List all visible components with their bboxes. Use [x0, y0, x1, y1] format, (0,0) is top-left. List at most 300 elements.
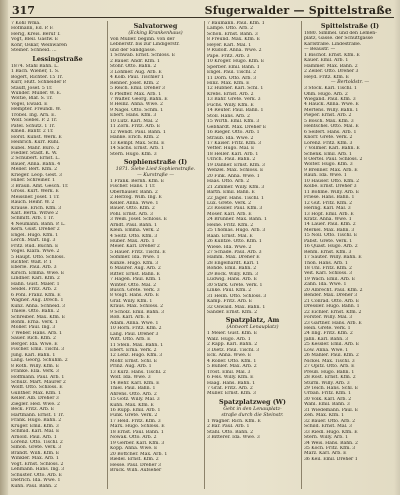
resident-entry: Sturm. Willy. Arb. 3 — [304, 380, 350, 386]
street-heading: Spatzplatzweg (W) — [219, 397, 286, 406]
resident-entry: 16 Quast. Hugo. Arb. 2 — [304, 244, 358, 250]
resident-entry: Schuster. Otto. Arb. E — [11, 472, 62, 478]
resident-entry: Wolff. Otto. Schloss. E — [11, 385, 63, 391]
resident-entry: Ahrens. Otto. Arb. 2 — [110, 391, 157, 397]
resident-entry: Jung. Karl. Bahn. 1 — [11, 352, 56, 358]
resident-entry: Kopp. Anna. Wwe. E — [110, 446, 158, 452]
resident-entry: 4 Kolb. Paul. Tischler 1 — [110, 75, 164, 81]
resident-entry: 6 Pfeiffer. Max. Arb. 1 — [110, 91, 162, 97]
resident-entry: Renner. Josef. Kfm. 2 — [110, 80, 159, 86]
resident-entry: 1880. Simmel. und den Lemen- — [304, 31, 377, 36]
resident-entry: 36 Keil. Emil. Dreher 1 — [304, 456, 358, 462]
resident-entry: Rauch. Heinr. W. 2 — [11, 200, 55, 206]
resident-entry: Müller. Ernst. Kfm. 3 — [207, 391, 256, 397]
resident-entry: 4 Roller. Otto. Kfm. 1 — [207, 358, 257, 364]
resident-entry: Schmitt. Arb. 1 Tr. — [11, 216, 55, 222]
resident-entry: Seidel. Fritz. Arb. 2 — [11, 287, 57, 293]
column-divider — [107, 21, 108, 489]
resident-entry: 28 Engelhardt. Karl. 1 — [207, 260, 260, 266]
resident-entry: Lorenz. Otto. Tischl. 2 — [11, 439, 63, 445]
resident-entry: 1 Schwab. Ernst. Schloss. E — [110, 53, 176, 59]
resident-entry: Pape. Fritz. Arb. 3 — [207, 53, 250, 59]
resident-entry: Kühn. Max. Kfm. E — [110, 402, 154, 408]
running-head: Sfugerwalder — Spittelstraße — [204, 4, 392, 17]
resident-entry: 21 Zimmer. Willy. Kfm. 3 — [207, 184, 265, 190]
resident-entry: 8 Voigt. Hans. Arb. E — [110, 293, 159, 299]
resident-entry: 5 Haupt. Otto. Schloss. — [11, 254, 65, 260]
resident-entry: Wolf. Siebel. P. 2 Tr. — [11, 118, 58, 124]
resident-entry: 1874. Stahl Bahn. L. — [11, 63, 59, 69]
resident-entry: 14 Reuter. Paul. Bahn. 1 — [207, 108, 264, 114]
resident-entry: Lux. Grete. Verk. 2 — [207, 200, 252, 206]
resident-entry: 30 Stark. Grete. Verk. 1 — [207, 282, 263, 288]
resident-entry: Hering. Karl. Mal. 3 — [304, 206, 351, 212]
resident-entry: — Beaustr. — — [304, 47, 336, 53]
resident-entry: 3 Dietz. Paul. Tischl. 3 — [207, 347, 260, 353]
resident-entry: 27 Schade. Paul. Arb. 3 — [207, 250, 262, 256]
resident-entry: Herig, Kreis. Beruf T. — [11, 31, 61, 37]
resident-entry: Thiel. Paul. Bahn. 1 — [110, 386, 156, 392]
resident-entry: Pieper. Ernst. Arb. 2 — [304, 113, 352, 119]
resident-entry: Pätel. Schütz. 1 Tr. — [11, 123, 55, 129]
page-number: 317 — [12, 4, 35, 17]
street-heading: Spatzplatz, Am — [225, 316, 280, 325]
resident-entry: Meissner. Josef. 1 Tr. — [11, 194, 60, 200]
resident-entry: Bender. Max. Dreher 3 — [304, 293, 358, 299]
resident-entry: Marz. Karl. Arb. E — [304, 451, 347, 457]
resident-entry: Zahn. Ida. Wwe. 1 — [304, 282, 347, 288]
resident-entry: 22 Jäger. Hans. Tischl. 1 — [207, 195, 264, 201]
resident-entry: Hiller. Schreiner. 1 — [11, 178, 56, 184]
resident-entry: Löw. Anna. Wwe. 1 — [304, 347, 349, 353]
resident-entry: 17 Held. Fritz. Kfm. 3 — [110, 418, 161, 424]
resident-entry: Frank. Hugo. Bahn. 2 — [11, 418, 62, 424]
resident-entry: Schreiber. Max. Kfm. E — [11, 314, 66, 320]
resident-entry: Wiese. Ida. Wwe. 2 — [207, 244, 252, 250]
resident-entry: Meller. Bert. Kfm. 2 — [11, 167, 58, 173]
resident-entry: 24 Illig. Fritz. Kfm. 2 — [304, 331, 353, 337]
resident-entry: Kmell. Bantr. 2 Tr. — [11, 129, 54, 135]
column-3 — [207, 21, 298, 491]
resident-entry: 10 Hauser. Otto. Kfm. 2 — [304, 178, 360, 184]
resident-entry: 10 Lutz. Karl. Mal. 2 — [110, 118, 159, 124]
resident-entry: 7 Walter. Georg. Bahn. E — [110, 96, 168, 102]
resident-entry: 18 Heller. Karl. Arb. 1 — [207, 151, 259, 157]
street-note: 1871. Siehe Lied Sophienstraße. — [115, 166, 196, 172]
resident-entry: Witt. Otto. Arb. E — [110, 337, 151, 343]
resident-entry: 11 Dorn. Otto. Arb. 3 — [207, 75, 257, 81]
resident-entry: 2 Bär. Paul. Arb. 1 — [207, 424, 250, 430]
resident-entry: 25 Kessler. Emil. Arb. E — [304, 342, 360, 348]
resident-entry: Steiner. Schneid. ... — [11, 48, 57, 54]
resident-entry: 17 Kaiser. Fritz. Kfm. 3 — [207, 140, 262, 146]
resident-entry: 5 Bosch. Max. Kfm. 3 — [304, 118, 354, 124]
resident-entry: Dietrich. Ida. Wwe. 1 — [11, 478, 61, 484]
resident-entry: Fritz. Rud. Buchh. E — [11, 243, 59, 249]
resident-entry: Berger. Ida. Wwe. E — [11, 341, 58, 347]
resident-entry: Wolter. Hugo. Kfm. 3 — [304, 162, 353, 168]
street-heading: Salvatorweg — [133, 22, 178, 30]
resident-entry: Wenzel. Max. Schloss. E — [207, 168, 264, 174]
resident-entry: Stoll. Hans. Arb. 2 — [207, 113, 250, 119]
resident-entry: 13 Kurz. Hans. Tischl. 2 — [110, 369, 166, 375]
resident-entry: Walz. Hugo. Arb. 1 — [207, 336, 251, 342]
column-divider — [301, 21, 302, 489]
resident-entry: Schenk. Emil. Arb. 1 — [304, 151, 352, 157]
resident-entry: Sauer. Rich. Kfm. 2 — [11, 336, 56, 342]
resident-entry: Arnold. Paul. Arb. 1 — [11, 434, 57, 440]
resident-entry: 2 Herzog. Wilh. Ing. E — [110, 195, 162, 201]
resident-entry: 8 Freund. Max. Kfm. E — [207, 37, 260, 43]
resident-entry: 21 Conrad. Otto. Arb. E — [304, 298, 360, 304]
resident-entry: Hamm. Max. Dreher E — [207, 255, 260, 261]
resident-entry: Wagner. Aug. Drech. 1 — [11, 298, 64, 304]
street-heading: Lessingstraße — [32, 54, 83, 63]
resident-entry: 7 Kohl Wma. — [11, 21, 41, 26]
resident-entry: Kurr, Hütt. Schneider P. — [11, 80, 67, 86]
resident-entry: 5 Hauer. Fritz. Tischl. E — [110, 249, 166, 255]
resident-entry: Karlstraße. Lindestraße. — [304, 41, 362, 47]
resident-entry: 9 Nagel. Otto. Schm. 1 — [110, 107, 164, 113]
resident-entry: 10 Horn. Fritz. Kfm. 2 — [110, 326, 162, 332]
resident-entry: Urban. Fritz. Kfm. 1 — [304, 391, 351, 397]
resident-entry: 12 Gut. Fritz. Kfm. 2 — [304, 200, 353, 206]
resident-entry: 2 Zeller. Otto. Dreher 3 — [304, 69, 359, 75]
street-note: straße durch die Steinstr. — [221, 412, 284, 418]
resident-entry: 12 Lenz. Hugo. Kfm. 3 — [110, 353, 163, 359]
resident-entry: Gebhardt. Max. Dreher E — [207, 124, 267, 130]
resident-entry: Kübel. Mahr. Büro. 2 — [11, 145, 60, 151]
resident-entry: Preuß. Hugo. Bahn. 1 — [304, 369, 355, 375]
resident-entry: Hartmann. Ernst. 1 Tr. — [11, 412, 64, 418]
resident-entry: Hempter. Freundl. W. — [11, 107, 61, 113]
resident-entry: Klein. Emma. Verk. 2 — [110, 228, 160, 234]
street-note: (Ecking Krankenhaus) — [128, 31, 183, 36]
resident-entry: Ebert. Erna. Verk. 2 — [110, 348, 157, 354]
resident-entry: 15 Götz. Willy. Mal. 3 — [110, 397, 160, 403]
resident-entry: 1 Meier. Gust. Kfm. E — [207, 331, 258, 337]
resident-entry: 8 Oertel. Paul. Schloss. 2 — [304, 156, 363, 162]
resident-entry: 27 Opitz. Otto. Arb. E — [304, 364, 355, 370]
resident-entry: 13 Kempf. Max. Schl. E — [110, 140, 165, 146]
resident-entry: 11 Stein. Max. Bahn. 1 — [110, 342, 164, 348]
resident-entry: Günther. Max. Kfm. 1 — [11, 390, 62, 396]
resident-entry: Lang. Georg. Schuhm. 2 — [11, 358, 68, 364]
resident-entry: Richter. Walt. P. 1 — [11, 260, 52, 266]
resident-entry: Straub. Ida. Wwe. 2 — [207, 135, 254, 141]
resident-entry: 2 Schubert. Ernst. L. — [11, 156, 60, 162]
resident-entry: 9 Scholz. Emil. Bahn. 3 — [110, 309, 165, 315]
resident-entry: 11 Böhme. Willy. Arb. E — [304, 189, 360, 195]
resident-entry: 25 Thomas. Hugo. Arb. 3 — [207, 228, 266, 234]
resident-entry: Zeh. Max. Kfm. 1 — [304, 413, 345, 419]
resident-entry: Hammer. Max. Bahn. 2 — [304, 63, 358, 69]
resident-entry: Vetter. Hugo. Mal. E — [207, 146, 255, 152]
resident-entry: Bauer, Anna. Bahn. 4 — [11, 161, 61, 167]
resident-entry: Moser. Karl. Arb. E — [207, 211, 252, 217]
resident-entry: 15 Wirth. Emil. Kfm. 3 — [207, 119, 260, 125]
resident-entry: 20 Albrecht. Paul. Kfm. 2 — [304, 287, 363, 293]
resident-entry: 3 Stock. Karl. Tischl. 1 — [304, 86, 357, 92]
resident-entry: Kraus. Max. Schloss. 2 — [110, 304, 164, 310]
resident-entry: Lorenz. Fritz. Kfm. 3 — [304, 140, 353, 146]
street-heading: Sophienstraße (I) — [123, 157, 188, 166]
resident-entry: Heine. Fritz. Kfm. 2 — [207, 222, 254, 228]
resident-entry: Pabst. Grete. Verk. 1 — [304, 238, 353, 244]
resident-entry: 7 Graf. Fritz. Arb. 2 — [207, 386, 253, 391]
resident-entry: Linke. Paul. Kfm. 2 — [207, 288, 252, 294]
resident-entry: Engel. Paul. Tischl. 2 — [207, 70, 257, 76]
resident-entry: 5 Bühler. Max. Arb. 2 — [207, 364, 257, 370]
resident-entry: Wiegand. Paul. Kfm. 3 — [304, 96, 356, 102]
column-1 — [11, 21, 104, 491]
resident-entry: Von Müller. beginn. von der — [110, 37, 175, 42]
resident-entry: Riedel. Ernst. Kfm. 2 — [110, 457, 159, 463]
resident-entry: Stern. Willy. Arb. 1 — [304, 435, 349, 441]
resident-entry: Mertens. Willy. Bahn. 1 — [304, 107, 359, 113]
resident-entry: 6 Pohl. Franz. Kfm. E — [11, 292, 61, 298]
resident-entry: 23 Rössler. Paul. Kfm. 3 — [207, 206, 263, 212]
resident-entry: 19 Gerber. Karl. Kfm. 3 — [110, 440, 165, 446]
resident-entry: Fischer. Emil. Tischl. 3 — [11, 347, 65, 353]
resident-entry: Funk. Grete. Verk. 2 — [110, 413, 158, 419]
resident-entry: 2 Bauer. Andr. Kfm. 1 — [110, 58, 160, 64]
resident-entry: Schild. Ernst. Mal. 3 — [304, 424, 352, 430]
resident-entry: Krause. Erich. Kfm. 3 — [11, 205, 62, 211]
resident-entry: 12 Wendt. Paul. Bahn. 1 — [110, 129, 166, 135]
resident-entry: Vogel. Klara. Wwe. 2 — [11, 249, 60, 255]
resident-entry: 4 Seitz. Otto. Kfm. 3 — [110, 233, 158, 239]
resident-entry: 19 Danner. Ernst. Kfm. 3 — [207, 162, 265, 168]
resident-entry: Veit. Karl. Schloss. 3 — [304, 271, 353, 277]
resident-entry: Kuhn. Paul. Bahn. 2 — [11, 483, 57, 489]
resident-entry: 5 Reich. Emil. Dreher 3 — [110, 86, 165, 92]
resident-entry: 7 Weber. Hans. Arb. 1 — [11, 330, 62, 336]
resident-entry: und der Sandgasse. — [110, 47, 156, 53]
resident-entry: Kauer. Emil. Arb. 1 — [304, 58, 349, 64]
resident-entry: 1 Bach. Wiener, 1. S. — [11, 69, 60, 75]
street-note: Geht in den Lenauplatz- — [223, 406, 282, 412]
resident-entry: Stauff, Josef. 5 Tr. — [11, 85, 53, 91]
resident-entry: 18 Uhl. Fritz. Kfm. 2 — [304, 266, 352, 272]
resident-entry: Lebnerstr. bis zur Lindigerstr. — [110, 42, 180, 48]
resident-entry: Horst. Kunst. Werk. E — [11, 134, 62, 140]
resident-entry: 18 Ernst. Paul. Bahn. 1 — [110, 429, 164, 435]
resident-entry: Thon. Hans. Arb. 1 — [304, 260, 348, 266]
resident-entry: 29 Teich. Hans. Schl. E — [304, 386, 359, 391]
resident-entry: Huber. Max. Arb. 1 — [110, 238, 155, 244]
resident-entry: 16 Rupp. Emil. Arb. 1 — [110, 408, 161, 413]
resident-entry: 34 Weis. Hans. Bahn. 2 — [304, 440, 358, 446]
resident-entry: Hein. Grete. Verk. 1 — [304, 326, 351, 332]
resident-entry: Hinz. Max. Kfm. E — [207, 80, 250, 86]
resident-entry: Graf. Willy. Kfm. 1 — [110, 298, 153, 304]
resident-entry: Oberhauser. Bahn. 2 — [110, 189, 158, 195]
column-divider — [204, 21, 205, 489]
resident-entry: Bauer. Otto. Kfm. 2 — [110, 206, 155, 212]
resident-entry: Mohr. Ernst. Schl. E — [110, 358, 158, 364]
resident-entry: 16 Rieger. Otto. Arb. 1 — [207, 130, 260, 136]
resident-entry: Haas. Otto. Arb. 2 — [207, 179, 250, 185]
resident-entry: 4 Neumann. Bahn. P. L. — [11, 221, 66, 227]
resident-entry: Haag. Hans. Bahn. 1 — [207, 380, 256, 386]
resident-entry: Ziegler. Hed. Wwe. 2 — [11, 401, 60, 407]
resident-entry: 14 Behr. Karl. Kfm. E — [110, 380, 160, 386]
resident-entry: Merkel. Max. Bahn. 3 — [304, 227, 355, 233]
resident-entry: 8 Heinz. Anna. Wwe. 2 — [110, 102, 163, 108]
book-gutter — [0, 0, 8, 495]
resident-entry: Schulz. Mart. Maurer 2 — [11, 380, 66, 385]
resident-entry: 33 Riedl. Hugo. Kfm. E — [304, 429, 358, 435]
resident-entry: 31 Wiedemann. Paul. E — [304, 407, 359, 413]
resident-entry: Fischer. Hans. 1 Tr. — [110, 184, 156, 190]
resident-entry: Barth. Emil. Bahn. E — [207, 190, 255, 196]
resident-entry: 11 Zorn. Fritz. Arb. E — [110, 124, 161, 130]
resident-entry: Böhm. Erna. Verk. 1 — [11, 320, 58, 326]
resident-entry: Lehmann. Hans. Ing. 3 — [11, 467, 65, 473]
resident-entry: 12 Hübner. Karl. Schl. 1 — [207, 86, 264, 92]
resident-entry: Ludwig. Hans. Arb. E — [207, 277, 257, 283]
resident-entry: Sommer. Ida. Wwe. 1 — [110, 255, 160, 261]
resident-entry: Heinrich. Kurr. Ruhl. — [11, 140, 60, 146]
resident-entry: 20 Böttcher. Max. Arb. 1 — [110, 451, 168, 457]
resident-entry: Hentschel. Otto. Mal. E — [304, 124, 359, 130]
resident-entry: Hoffmann. Paul. Arb. 1 — [11, 374, 65, 380]
resident-entry: Rohde. Emil. Bahn. 2 — [207, 266, 257, 272]
resident-entry: 10 Kröger. Hugo. Kfm. E — [207, 59, 265, 65]
resident-entry: 30 Volk. Karl. Arb. 2 — [304, 396, 352, 402]
resident-entry: Heyd. Fritz. Kfm. E — [304, 74, 349, 80]
resident-entry: Franke. Ella. Verk. 3 — [11, 369, 59, 375]
resident-entry: 24 Brunner. Max. Bahn. 1 — [207, 217, 267, 223]
resident-entry: 9 Brenner. Max. Arb. E — [304, 167, 358, 173]
resident-entry: Winter. Otto. Mal. 2 — [110, 282, 157, 288]
resident-entry: 35 Koch. Fritz. Kfm. 3 — [304, 445, 356, 451]
resident-entry: 3 Braun. Amt. Gesch. Tr. — [11, 183, 69, 189]
resident-entry: Meier. Karl. Dreher 2 — [110, 244, 160, 250]
resident-entry: Woltie, Blaf. S. Tr. — [11, 96, 53, 102]
resident-entry: Arndt. Paul. Bahn. 1 — [110, 222, 158, 228]
resident-entry: Kratz. Anna. Wwe. 1 — [304, 216, 352, 222]
resident-entry: Eck. Anna. Wwe. E — [207, 353, 252, 359]
resident-entry: 13 Bahr. Grete. Verk. 3 — [207, 97, 261, 103]
resident-entry: Vogt, Bleil. Gastw. E — [11, 37, 59, 43]
resident-entry: Ebert. Hans. Kfm. 3 — [110, 113, 157, 119]
resident-entry: Fiedler. Stadt. K. W. — [11, 150, 58, 156]
resident-entry: 1 Bischof. Ernst. Kfm. E — [304, 52, 360, 58]
resident-entry: Gross. Kurt. Werk. E — [11, 189, 59, 195]
resident-entry: Marx. Hugo. Schloss. E — [110, 424, 165, 430]
resident-entry: Sander. Ernst. Kfm. 2 — [207, 310, 258, 316]
street-note: — Bertoldstr. — — [330, 80, 370, 86]
resident-entry: 7 Baumann. Paul. Kfm. 1 — [207, 21, 265, 26]
resident-entry: Adam. Anna. Wwe. 1 — [110, 320, 159, 326]
page-edge-shadow — [394, 0, 400, 495]
resident-entry: Kunze. Hugo. Kfm. 3 — [110, 260, 159, 266]
resident-entry: Ohm. Hugo. Arb. 2 — [304, 91, 348, 97]
resident-entry: Möller. Paul. Ing. 3 — [11, 325, 56, 331]
resident-entry: Nickel. Max. Tischl. 3 — [304, 358, 355, 364]
resident-entry: 32 Bauer. Otto. Arb. 2 — [304, 418, 356, 424]
resident-entry: Kirsch. Emma. Wwe. E — [11, 270, 65, 276]
resident-entry: Kern. Gust. Dreher 2 — [11, 227, 60, 233]
resident-entry: Nowak. Otto. Arb. 2 — [110, 435, 157, 441]
resident-entry: 22 Eichler. Ernst. Kfm. 2 — [304, 309, 362, 315]
column-2 — [110, 21, 201, 491]
resident-entry: Hanke. Erich. Kfm. 2 — [110, 135, 159, 141]
resident-entry: Hofmann, Ed. P. F. — [11, 26, 54, 32]
resident-entry: Wahl. Emil. Bahn. 3 — [304, 402, 350, 408]
resident-entry: Krüger. Emil. Kfm. 3 — [11, 423, 59, 429]
resident-entry: Busch. Grete. Verk. 3 — [110, 288, 160, 294]
resident-entry: Ritter. Ernst. Bahn. E — [110, 271, 160, 277]
resident-entry: 26 Mahler. Paul. Kfm. 2 — [304, 353, 359, 359]
resident-entry: Kamp. Fritz. Arb. E — [207, 299, 253, 305]
resident-entry: Thiele. Otto. Bahn. 2 — [11, 309, 60, 315]
resident-entry: 2 Rapp. Karl. Bahn. 2 — [207, 342, 258, 348]
resident-entry: 26 Kuntze. Otto. Kfm. 1 — [207, 239, 262, 245]
resident-entry: 32 Oswald. Max. Bahn. 1 — [207, 304, 266, 310]
resident-entry: Rauh. Ida. Wwe. 1 — [304, 173, 347, 179]
resident-entry: 6 Seifert. Hans. Arb. 1 — [304, 129, 357, 135]
resident-entry: 3 Weiß. Josef. Schloss. E — [110, 217, 167, 223]
resident-entry: Lindner. Karl. Kfm. 2 — [11, 276, 60, 282]
resident-entry: Eberle. Paul. Arb. 3 — [11, 265, 57, 271]
resident-entry: Dressler. Hugo. Bahn. 1 — [304, 304, 360, 310]
resident-entry: 3 Lohmer. Aug. Arb. E — [110, 69, 162, 75]
resident-entry: Keller. Alb. Dreher 3 — [11, 396, 59, 402]
resident-entry: Prinz. Aug. Arb. 1 — [110, 364, 152, 370]
resident-entry: 23 Gärtner. Hans. Arb. E — [304, 320, 362, 326]
resident-entry: Keller. Anna. Wwe. 1 — [110, 200, 159, 206]
resident-entry: Krieger. Leop. Gest. 3 — [11, 172, 62, 178]
resident-entry: Ulrich. Paul. Bahn. 2 — [207, 157, 256, 163]
resident-entry: 15 Noll. Otto. Tischl. E — [304, 233, 358, 239]
resident-entry: Raab. Ernst. Mal. E — [207, 233, 253, 239]
resident-entry: Beck. Fritz. Arb. E — [11, 407, 55, 413]
resident-entry: Bogert, Richter. 15 Tr. — [11, 74, 63, 80]
resident-entry: Stöhr. Otto. Bahn. 2 — [110, 64, 157, 70]
resident-entry: 8 Roth. Willy. Kfm. E — [11, 363, 60, 369]
resident-entry: Brück. Wilh. Aufseher — [110, 467, 162, 473]
resident-entry: Schön. Ernst. Bahn. 3 — [207, 31, 258, 37]
resident-entry: Lampe. Otto. Arb. 2 — [207, 26, 254, 32]
resident-entry: Heyer. Karl. Mal. 1 — [207, 42, 252, 48]
resident-entry: Jahn. Karl. Bahn. 3 — [304, 336, 349, 342]
resident-entry: platz, Gasse. der Schüttgasse — [304, 36, 373, 42]
street-note: (Antwort Lenauplatz) — [226, 325, 279, 331]
resident-entry: Engel. Hugo. Kfm. 1 — [11, 232, 59, 238]
resident-entry: 6 Fels. Willy. Kfm. E — [207, 375, 254, 381]
resident-entry: Förster. Willy. Mal. 3 — [304, 315, 353, 321]
resident-entry: 13 Hopf. Emil. Arb. E — [304, 211, 354, 217]
resident-entry: 1 Frank. Bernh. Kfm. E — [110, 178, 165, 184]
resident-entry: 17 Sauter. Willy. Bahn. E — [304, 255, 362, 261]
resident-entry: Stern. Hugo. Kfm. 3 — [110, 151, 157, 157]
resident-entry: Fuchs. Willy. Kfm. E — [207, 102, 254, 108]
resident-entry: Schmid. Karl. Mal. E — [11, 429, 60, 435]
resident-entry: Wunder. Müller. W. E. — [11, 90, 62, 96]
street-heading: Spittelstraße (I) — [320, 22, 380, 30]
resident-entry: Krebs. Ernst. Arb. 2 — [207, 91, 254, 97]
resident-entry: 7 Hagen. Paul. Kfm. 1 — [110, 277, 161, 283]
resident-entry: Vogel, Ewald. E — [11, 101, 48, 107]
resident-entry: Lang. Paul. Dreher 3 — [110, 331, 159, 337]
resident-entry: Kolbe. Ernst. Dreher 3 — [304, 184, 357, 190]
column-4 — [304, 21, 396, 491]
resident-entry: Hesse. Paul. Dreher 3 — [110, 462, 161, 468]
resident-entry: Stahl. Otto. Bahn. 2 — [207, 429, 254, 435]
